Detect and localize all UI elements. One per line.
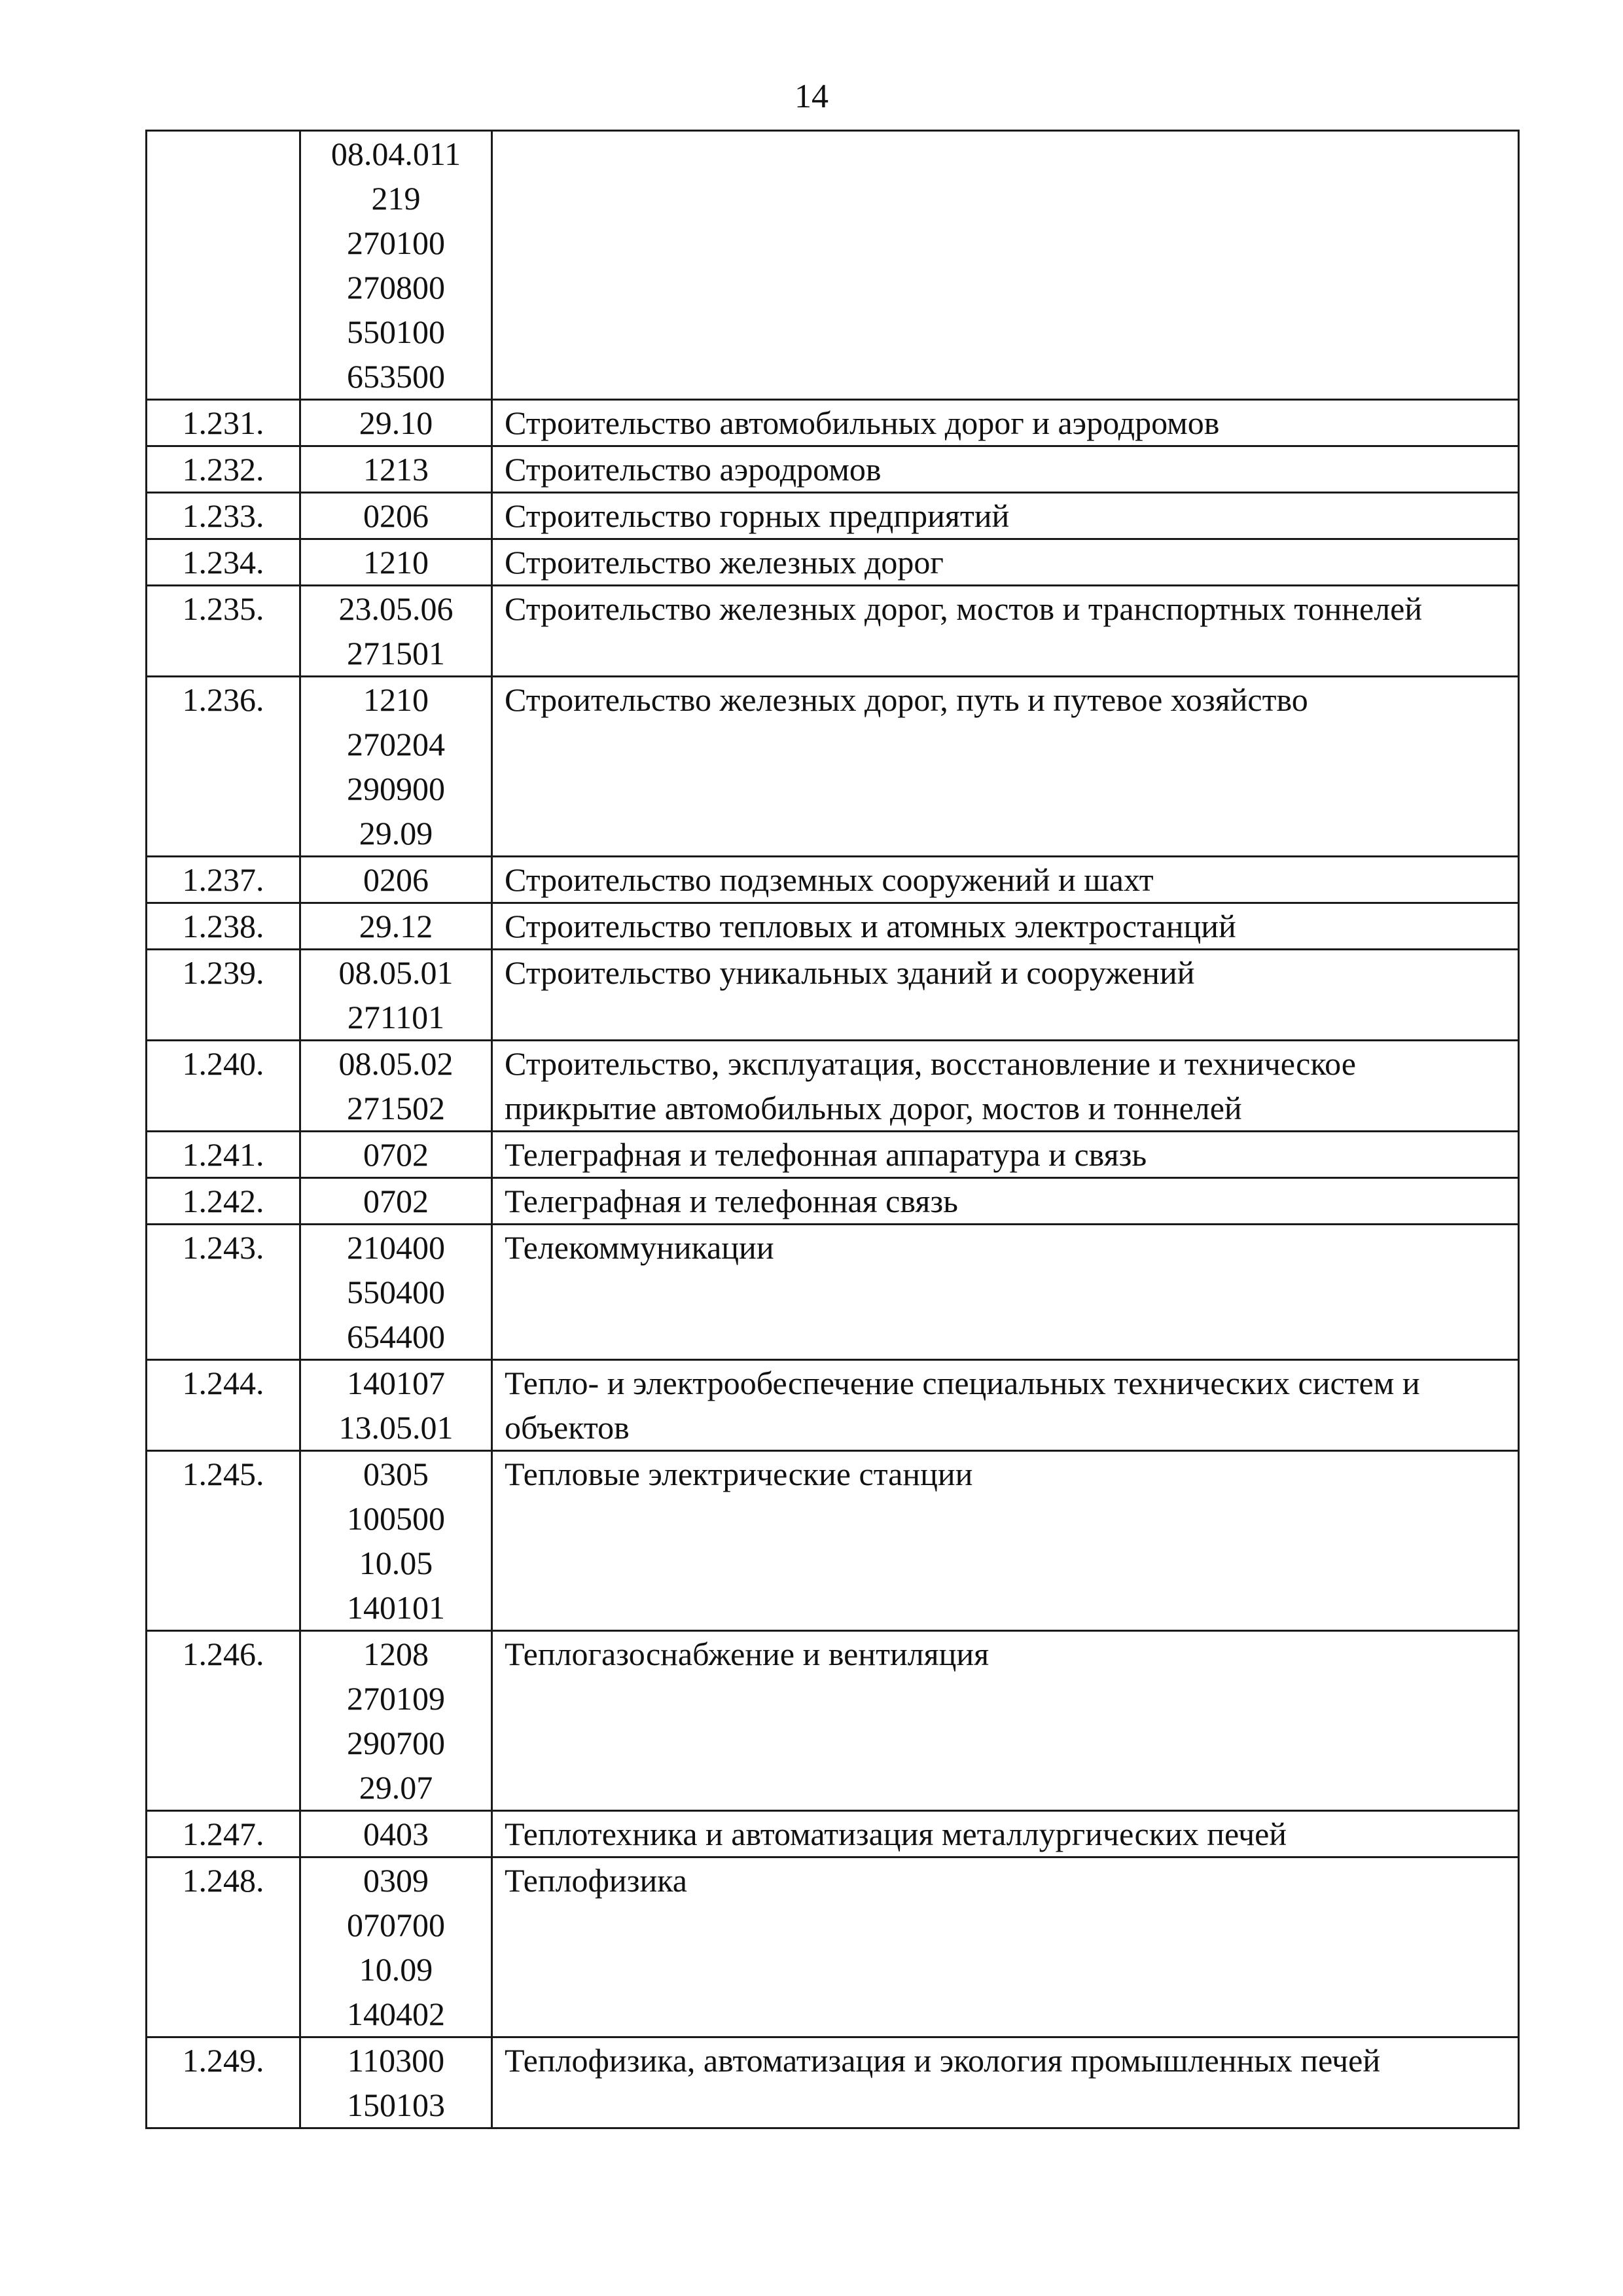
row-number-cell: 1.247. — [147, 1811, 300, 1857]
specialties-table — [145, 130, 1520, 2129]
specialty-code: 290700 — [347, 1725, 445, 1761]
specialty-name-cell: Теплофизика, автоматизация и экология промышленных печей — [492, 2037, 1519, 2128]
table-row — [147, 1811, 1519, 1857]
specialty-name-cell: Строительство аэродромов — [492, 446, 1519, 493]
specialty-code: 140101 — [347, 1589, 445, 1626]
specialty-codes-cell — [300, 1041, 492, 1132]
row-number-cell: 1.235. — [147, 586, 300, 677]
page-number: 14 — [794, 78, 829, 115]
specialty-code: 219 — [371, 180, 421, 217]
specialty-name-cell: Теплогазоснабжение и вентиляция — [492, 1631, 1519, 1811]
row-number-cell: 1.248. — [147, 1857, 300, 2037]
table-row — [147, 2037, 1519, 2128]
specialty-name-cell: Строительство тепловых и атомных электростанций — [492, 903, 1519, 950]
table-row — [147, 1178, 1519, 1225]
specialty-name-cell: Строительство железных дорог, путь и путевое хозяйство — [492, 677, 1519, 857]
specialty-codes-cell — [300, 2037, 492, 2128]
specialty-code: 29.12 — [359, 908, 433, 944]
specialty-codes-cell — [300, 1857, 492, 2037]
specialty-code: 150103 — [347, 2087, 445, 2123]
specialty-code: 271501 — [347, 635, 445, 672]
specialty-codes-cell — [300, 950, 492, 1041]
specialty-code: 10.09 — [359, 1951, 433, 1988]
specialty-code: 0309 — [363, 1862, 429, 1899]
row-number-cell: 1.239. — [147, 950, 300, 1041]
specialty-name-cell: Тепловые электрические станции — [492, 1451, 1519, 1631]
specialty-codes-cell — [300, 131, 492, 400]
specialty-code: 08.05.02 — [338, 1045, 454, 1082]
specialty-name-cell: Строительство уникальных зданий и сооружений — [492, 950, 1519, 1041]
row-number-cell: 1.236. — [147, 677, 300, 857]
table-body — [147, 131, 1519, 2128]
specialty-code: 29.07 — [359, 1769, 433, 1806]
specialty-code: 23.05.06 — [338, 590, 454, 627]
specialty-codes-cell — [300, 1225, 492, 1360]
row-number-cell: 1.232. — [147, 446, 300, 493]
row-number-cell: 1.245. — [147, 1451, 300, 1631]
specialty-name-cell: Телекоммуникации — [492, 1225, 1519, 1360]
specialty-code: 271502 — [347, 1090, 445, 1126]
table-row — [147, 400, 1519, 446]
specialty-codes-cell — [300, 539, 492, 586]
specialty-name-cell: Строительство, эксплуатация, восстановление и техническое прикрытие автомобильных дорог, мостов и тоннелей — [492, 1041, 1519, 1132]
specialty-code: 29.09 — [359, 815, 433, 852]
specialty-code: 100500 — [347, 1500, 445, 1537]
specialty-code: 0702 — [363, 1136, 429, 1173]
table-row — [147, 493, 1519, 539]
specialty-codes-cell — [300, 1178, 492, 1225]
table-row — [147, 677, 1519, 857]
specialty-code: 270800 — [347, 269, 445, 306]
row-number-cell: 1.241. — [147, 1132, 300, 1178]
specialty-code: 08.05.01 — [338, 954, 454, 991]
row-number-cell: 1.238. — [147, 903, 300, 950]
specialty-name-cell: Строительство железных дорог, мостов и транспортных тоннелей — [492, 586, 1519, 677]
table-row — [147, 857, 1519, 903]
table-row — [147, 1360, 1519, 1451]
table-row — [147, 1225, 1519, 1360]
specialty-code: 654400 — [347, 1318, 445, 1355]
specialty-code: 550400 — [347, 1274, 445, 1310]
specialty-codes-cell — [300, 1451, 492, 1631]
specialty-code: 0403 — [363, 1816, 429, 1852]
specialty-code: 0206 — [363, 497, 429, 534]
row-number-cell: 1.234. — [147, 539, 300, 586]
table-row — [147, 1132, 1519, 1178]
table-row — [147, 950, 1519, 1041]
specialty-codes-cell — [300, 1132, 492, 1178]
specialty-code: 270109 — [347, 1680, 445, 1717]
row-number-cell: 1.243. — [147, 1225, 300, 1360]
specialty-code: 1213 — [363, 451, 429, 488]
specialty-code: 1210 — [363, 544, 429, 581]
row-number-cell: 1.231. — [147, 400, 300, 446]
table-row — [147, 539, 1519, 586]
table-row — [147, 903, 1519, 950]
specialty-codes-cell — [300, 1811, 492, 1857]
specialty-code: 1210 — [363, 681, 429, 718]
specialty-name-cell: Строительство подземных сооружений и шахт — [492, 857, 1519, 903]
table-row — [147, 1857, 1519, 2037]
specialty-codes-cell — [300, 493, 492, 539]
specialty-name-cell: Теплотехника и автоматизация металлургических печей — [492, 1811, 1519, 1857]
row-number-cell: 1.244. — [147, 1360, 300, 1451]
specialty-code: 1208 — [363, 1636, 429, 1672]
row-number-cell: 1.249. — [147, 2037, 300, 2128]
row-number-cell: 1.233. — [147, 493, 300, 539]
specialty-name-cell: Строительство горных предприятий — [492, 493, 1519, 539]
specialty-code: 270100 — [347, 224, 445, 261]
table-row — [147, 1041, 1519, 1132]
table-row — [147, 446, 1519, 493]
specialty-code: 271101 — [347, 999, 445, 1035]
table-row — [147, 1451, 1519, 1631]
table-row — [147, 131, 1519, 400]
specialty-code: 140107 — [347, 1365, 445, 1401]
table-row — [147, 586, 1519, 677]
specialty-codes-cell — [300, 677, 492, 857]
specialty-code: 13.05.01 — [338, 1409, 454, 1446]
specialty-codes-cell — [300, 400, 492, 446]
specialty-codes-cell — [300, 857, 492, 903]
row-number-cell: 1.246. — [147, 1631, 300, 1811]
specialty-code: 0702 — [363, 1183, 429, 1219]
specialty-name-cell: Строительство автомобильных дорог и аэродромов — [492, 400, 1519, 446]
specialty-codes-cell — [300, 586, 492, 677]
table-row — [147, 1631, 1519, 1811]
specialty-code: 110300 — [347, 2042, 445, 2079]
specialty-codes-cell — [300, 1631, 492, 1811]
specialty-code: 653500 — [347, 358, 445, 395]
specialty-code: 140402 — [347, 1996, 445, 2032]
specialty-code: 290900 — [347, 770, 445, 807]
specialty-name-cell — [492, 131, 1519, 400]
specialty-name-cell: Телеграфная и телефонная аппаратура и связь — [492, 1132, 1519, 1178]
specialty-name-cell: Строительство железных дорог — [492, 539, 1519, 586]
specialty-code: 0305 — [363, 1456, 429, 1492]
specialty-code: 0206 — [363, 861, 429, 898]
specialty-code: 08.04.011 — [330, 135, 461, 172]
specialty-name-cell: Теплофизика — [492, 1857, 1519, 2037]
specialty-codes-cell — [300, 903, 492, 950]
specialty-code: 210400 — [347, 1229, 445, 1266]
row-number-cell — [147, 131, 300, 400]
row-number-cell: 1.240. — [147, 1041, 300, 1132]
row-number-cell: 1.237. — [147, 857, 300, 903]
specialty-code: 270204 — [347, 726, 445, 762]
specialty-name-cell: Телеграфная и телефонная связь — [492, 1178, 1519, 1225]
row-number-cell: 1.242. — [147, 1178, 300, 1225]
specialty-code: 10.05 — [359, 1545, 433, 1581]
specialty-code: 29.10 — [359, 404, 433, 441]
specialty-codes-cell — [300, 1360, 492, 1451]
specialty-code: 550100 — [347, 314, 445, 350]
specialty-code: 070700 — [347, 1907, 445, 1943]
specialty-name-cell: Тепло- и электрообеспечение специальных технических систем и объектов — [492, 1360, 1519, 1451]
specialty-codes-cell — [300, 446, 492, 493]
